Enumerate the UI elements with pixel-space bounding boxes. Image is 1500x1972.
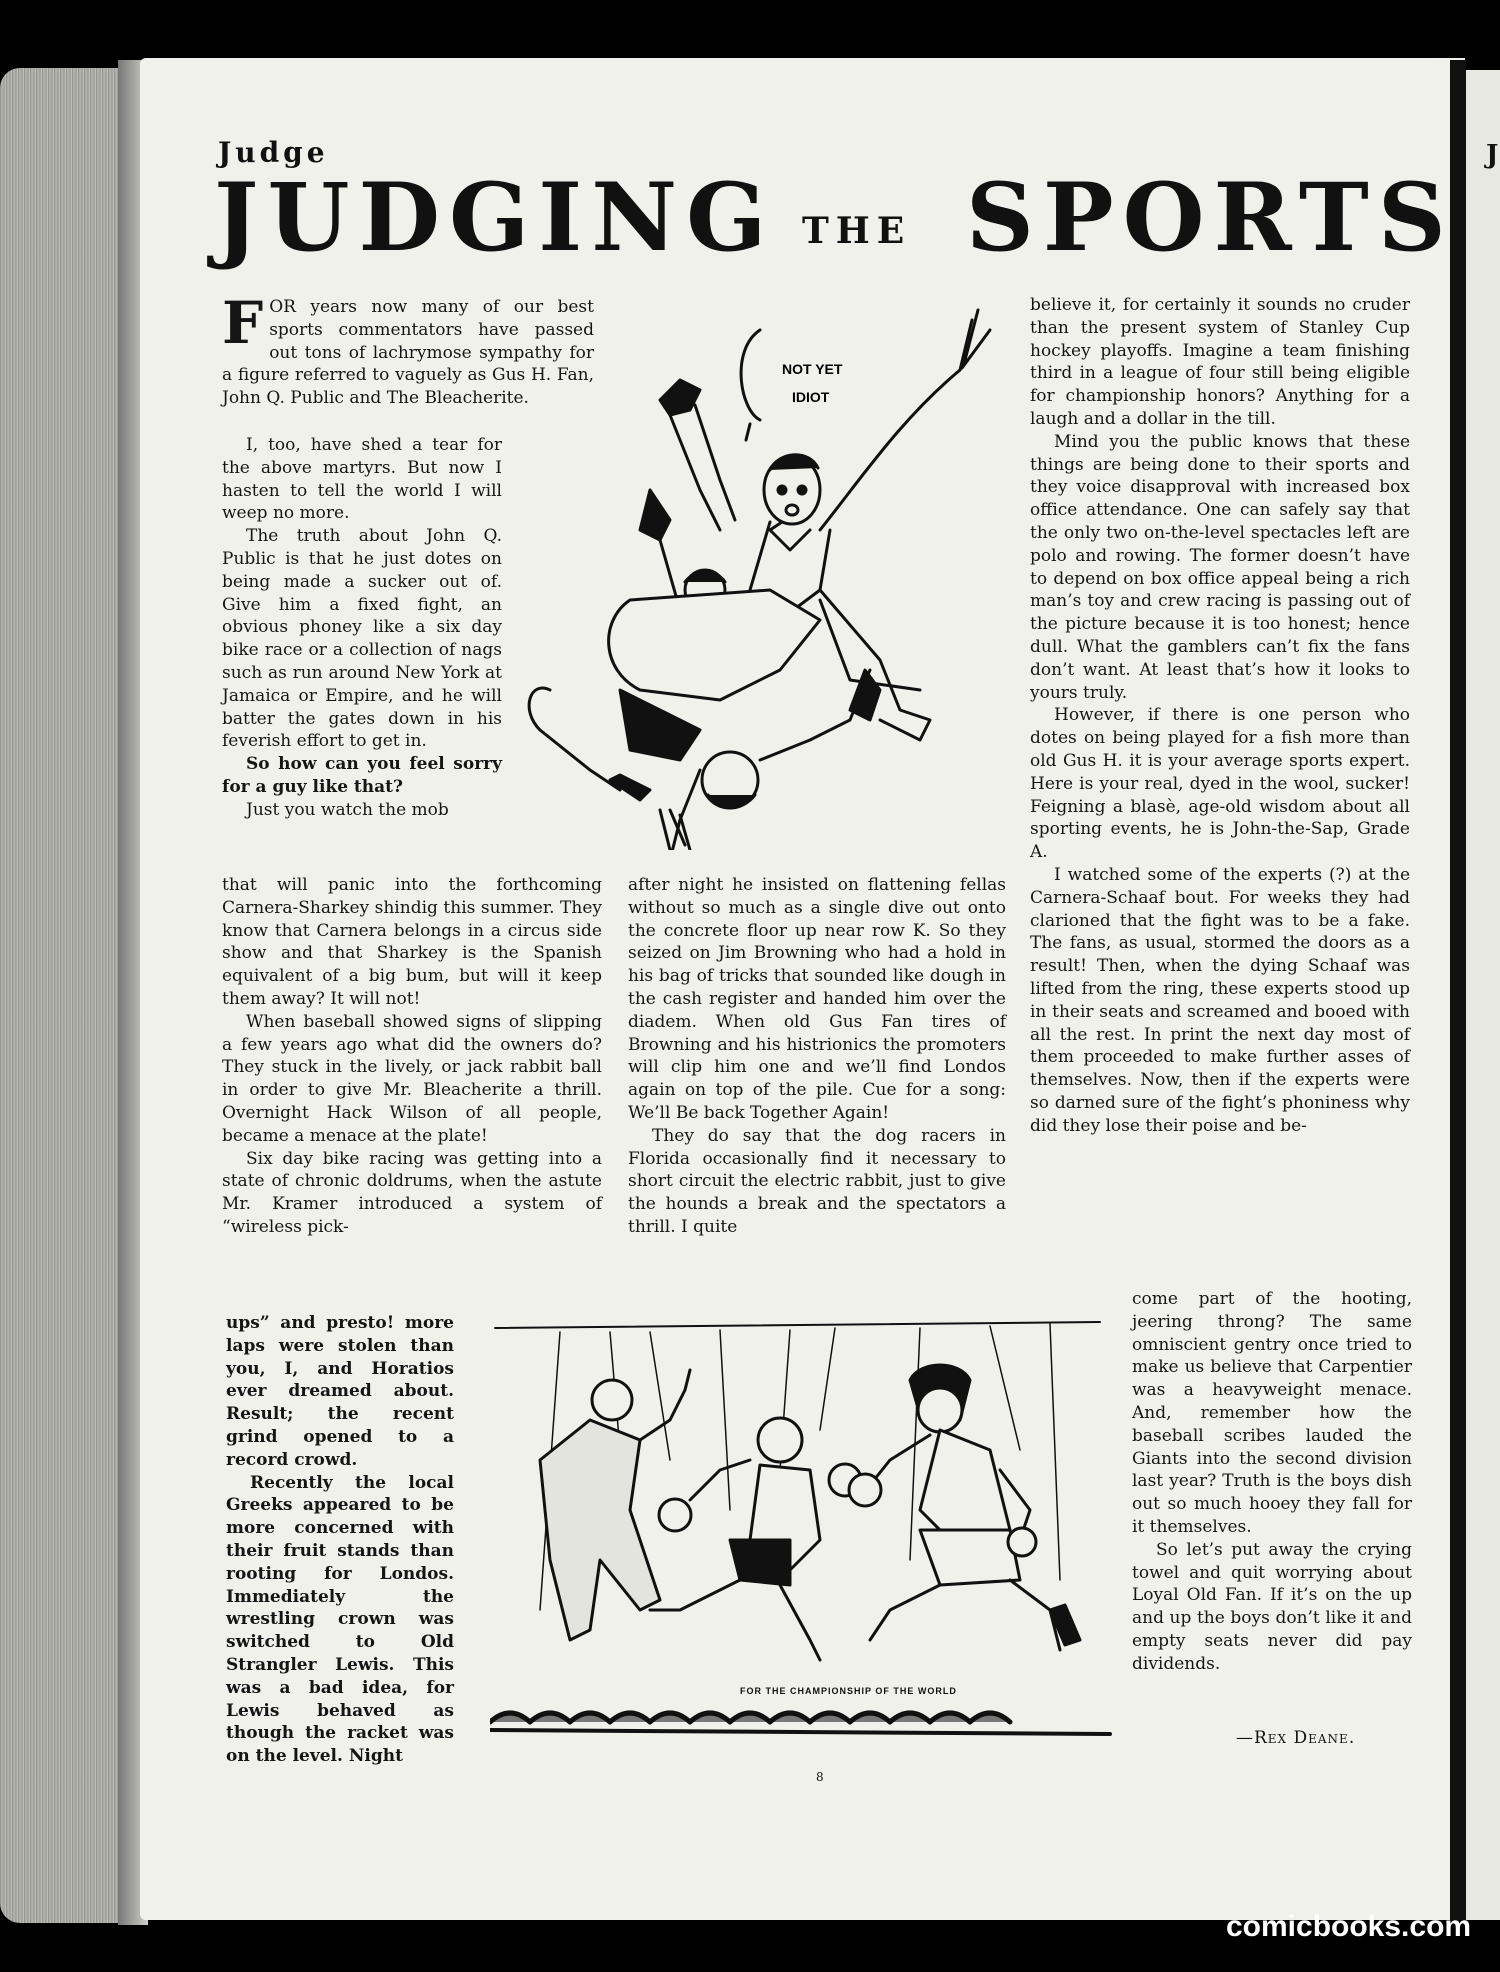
headline-word-the: THE [802,210,912,252]
paragraph: come part of the hooting, jeering throng? The same omniscient gentry once tried to make us believe that Carpentier was a heavyweight menace. And, remember how the baseball scribes lauded the Giants into the second division last year? Truth is the boys dish out so much hooey they fall for it themselves. [1132,1289,1412,1537]
paragraph: When baseball showed signs of slipping a few years ago what did the owners do? They stuck in the lively, or jack rabbit ball in order to give Mr. Bleacherite a thrill. Overnight Hack Wilson of all people, became a menace at the plate! [222,1011,602,1146]
paragraph: I watched some of the experts (?) at the Carnera-Schaaf bout. For weeks they had clarioned that the fight was to be a fake. The fans, as usual, stormed the doors as a result! Then, when the dying Schaaf was lifted from the ring, these experts stood up in their seats and screamed and booed with all the rest. In print the next day most of them proceeded to make further asses of themselves. Now, then if the experts were so darned sure of the fight’s phoniness why did they lose their poise and be- [1030,864,1410,1136]
watermark: comicbooks.com [1226,1910,1472,1943]
article-column-2 [628,874,1006,1239]
headline-word-sports: SPORTS [966,163,1455,273]
wrestling-cartoon [520,290,1020,850]
author-byline: —Rex Deane. [1236,1728,1356,1748]
speech-text-1: NOT YET [782,361,843,377]
paragraph: Six day bike racing was getting into a state of chronic doldrums, when the astute Mr. Kramer introduced a system of “wireless pick- [222,1148,602,1237]
paragraph: ups” and presto! more laps were stolen than you, I, and Horatios ever dreamed about. Result; the recent grind opened to a record crowd. [226,1313,454,1470]
article-column-1-lower [226,1312,454,1768]
gutter [1450,60,1466,1920]
paragraph: believe it, for certainly it sounds no cruder than the present system of Stanley Cup hockey playoffs. Imagine a team finishing third in a league of four still being eligible for championship honors? Anything for a laugh and a dollar in the till. [1030,295,1410,429]
paragraph: So let’s put away the crying towel and quit worrying about Loyal Old Fan. If it’s on the up and up the boys don’t like it and empty seats never did pay dividends. [1132,1539,1412,1674]
magazine-name: Judge [218,136,329,169]
article-column-1-middle [222,874,602,1239]
next-page-edge [1466,70,1500,1920]
speech-balloon-outline [741,330,760,420]
paragraph: Just you watch the mob [246,799,449,820]
paragraph: Recently the local Greeks appeared to be more concerned with their fruit stands than rooting for Londos. Immediately the wrestling crown was switched to Old Strangler Lewis. This was a bad idea, for Lewis behaved as though the racket was on the level. Night [226,1472,454,1767]
paragraph: I, too, have shed a tear for the above martyrs. But now I hasten to tell the world I will weep no more. [222,435,502,524]
article-column-3-lower [1132,1288,1412,1676]
next-page-letter: J [1486,140,1499,170]
article-column-1-upper [222,434,502,822]
speech-text-2: IDIOT [792,389,830,405]
paragraph: However, if there is one person who dotes on being played for a fish more than old Gus H. it is your average sports expert. Here is your real, dyed in the wool, sucker! Feigning a blasè, age-old wisdom about all sporting events, he is John-the-Sap, Grade A. [1030,705,1410,863]
dropcap: F [222,289,264,357]
paragraph: The truth about John Q. Public is that he just dotes on being made a sucker out of. Give him a fixed fight, an obvious phoney like a six day bike race or a collection of nags such as run around New York at Jamaica or Empire, and he will batter the gates down in his feverish effort to get in. [222,526,502,752]
paragraph: after night he insisted on flattening fellas without so much as a single dive out onto the concrete floor up near row K. So they seized on Jim Browning who had a hold in his bag of tricks that sounded like dough in the cash register and handed him over the diadem. When old Gus Fan tires of Browning and his histrionics the promoters will clip him one and we’ll find Londos again on top of the pile. Cue for a song: We’ll Be back Together Again! [628,875,1006,1123]
intro-paragraph: OR years now many of our best sports commentators have passed out tons of lachrymose sympathy for a figure referred to vaguely as Gus H. Fan, John Q. Public and The Bleacherite. [222,297,594,409]
paragraph: So how can you feel sorry for a guy like that? [222,754,502,797]
puppet-boxing-cartoon [490,1310,1130,1740]
article-column-3-upper [1030,294,1410,1137]
headline [214,163,1455,278]
cartoon-caption: FOR THE CHAMPIONSHIP OF THE WORLD [740,1686,957,1696]
headline-word-judging: JUDGING [214,163,776,273]
paragraph: that will panic into the forthcoming Carnera-Sharkey shindig this summer. They know that Carnera belongs in a circus side show and that Sharkey is the Spanish equivalent of a big bum, but will it keep them away? It will not! [222,875,602,1009]
page-number: 8 [816,1770,824,1784]
paragraph: They do say that the dog racers in Florida occasionally find it necessary to short circuit the electric rabbit, just to give the hounds a break and the spectators a thrill. I quite [628,1125,1006,1237]
paragraph: Mind you the public knows that these things are being done to their sports and they voice disapproval with increased box office attendance. One can safely say that the only two on-the-level spectacles left are polo and rowing. The former doesn’t have to depend on box office appeal being a rich man’s toy and crew racing is passing out of the picture because it is too honest; hence dull. What the gamblers can’t fix the fans don’t want. At least that’s how it looks to yours truly. [1030,431,1410,703]
